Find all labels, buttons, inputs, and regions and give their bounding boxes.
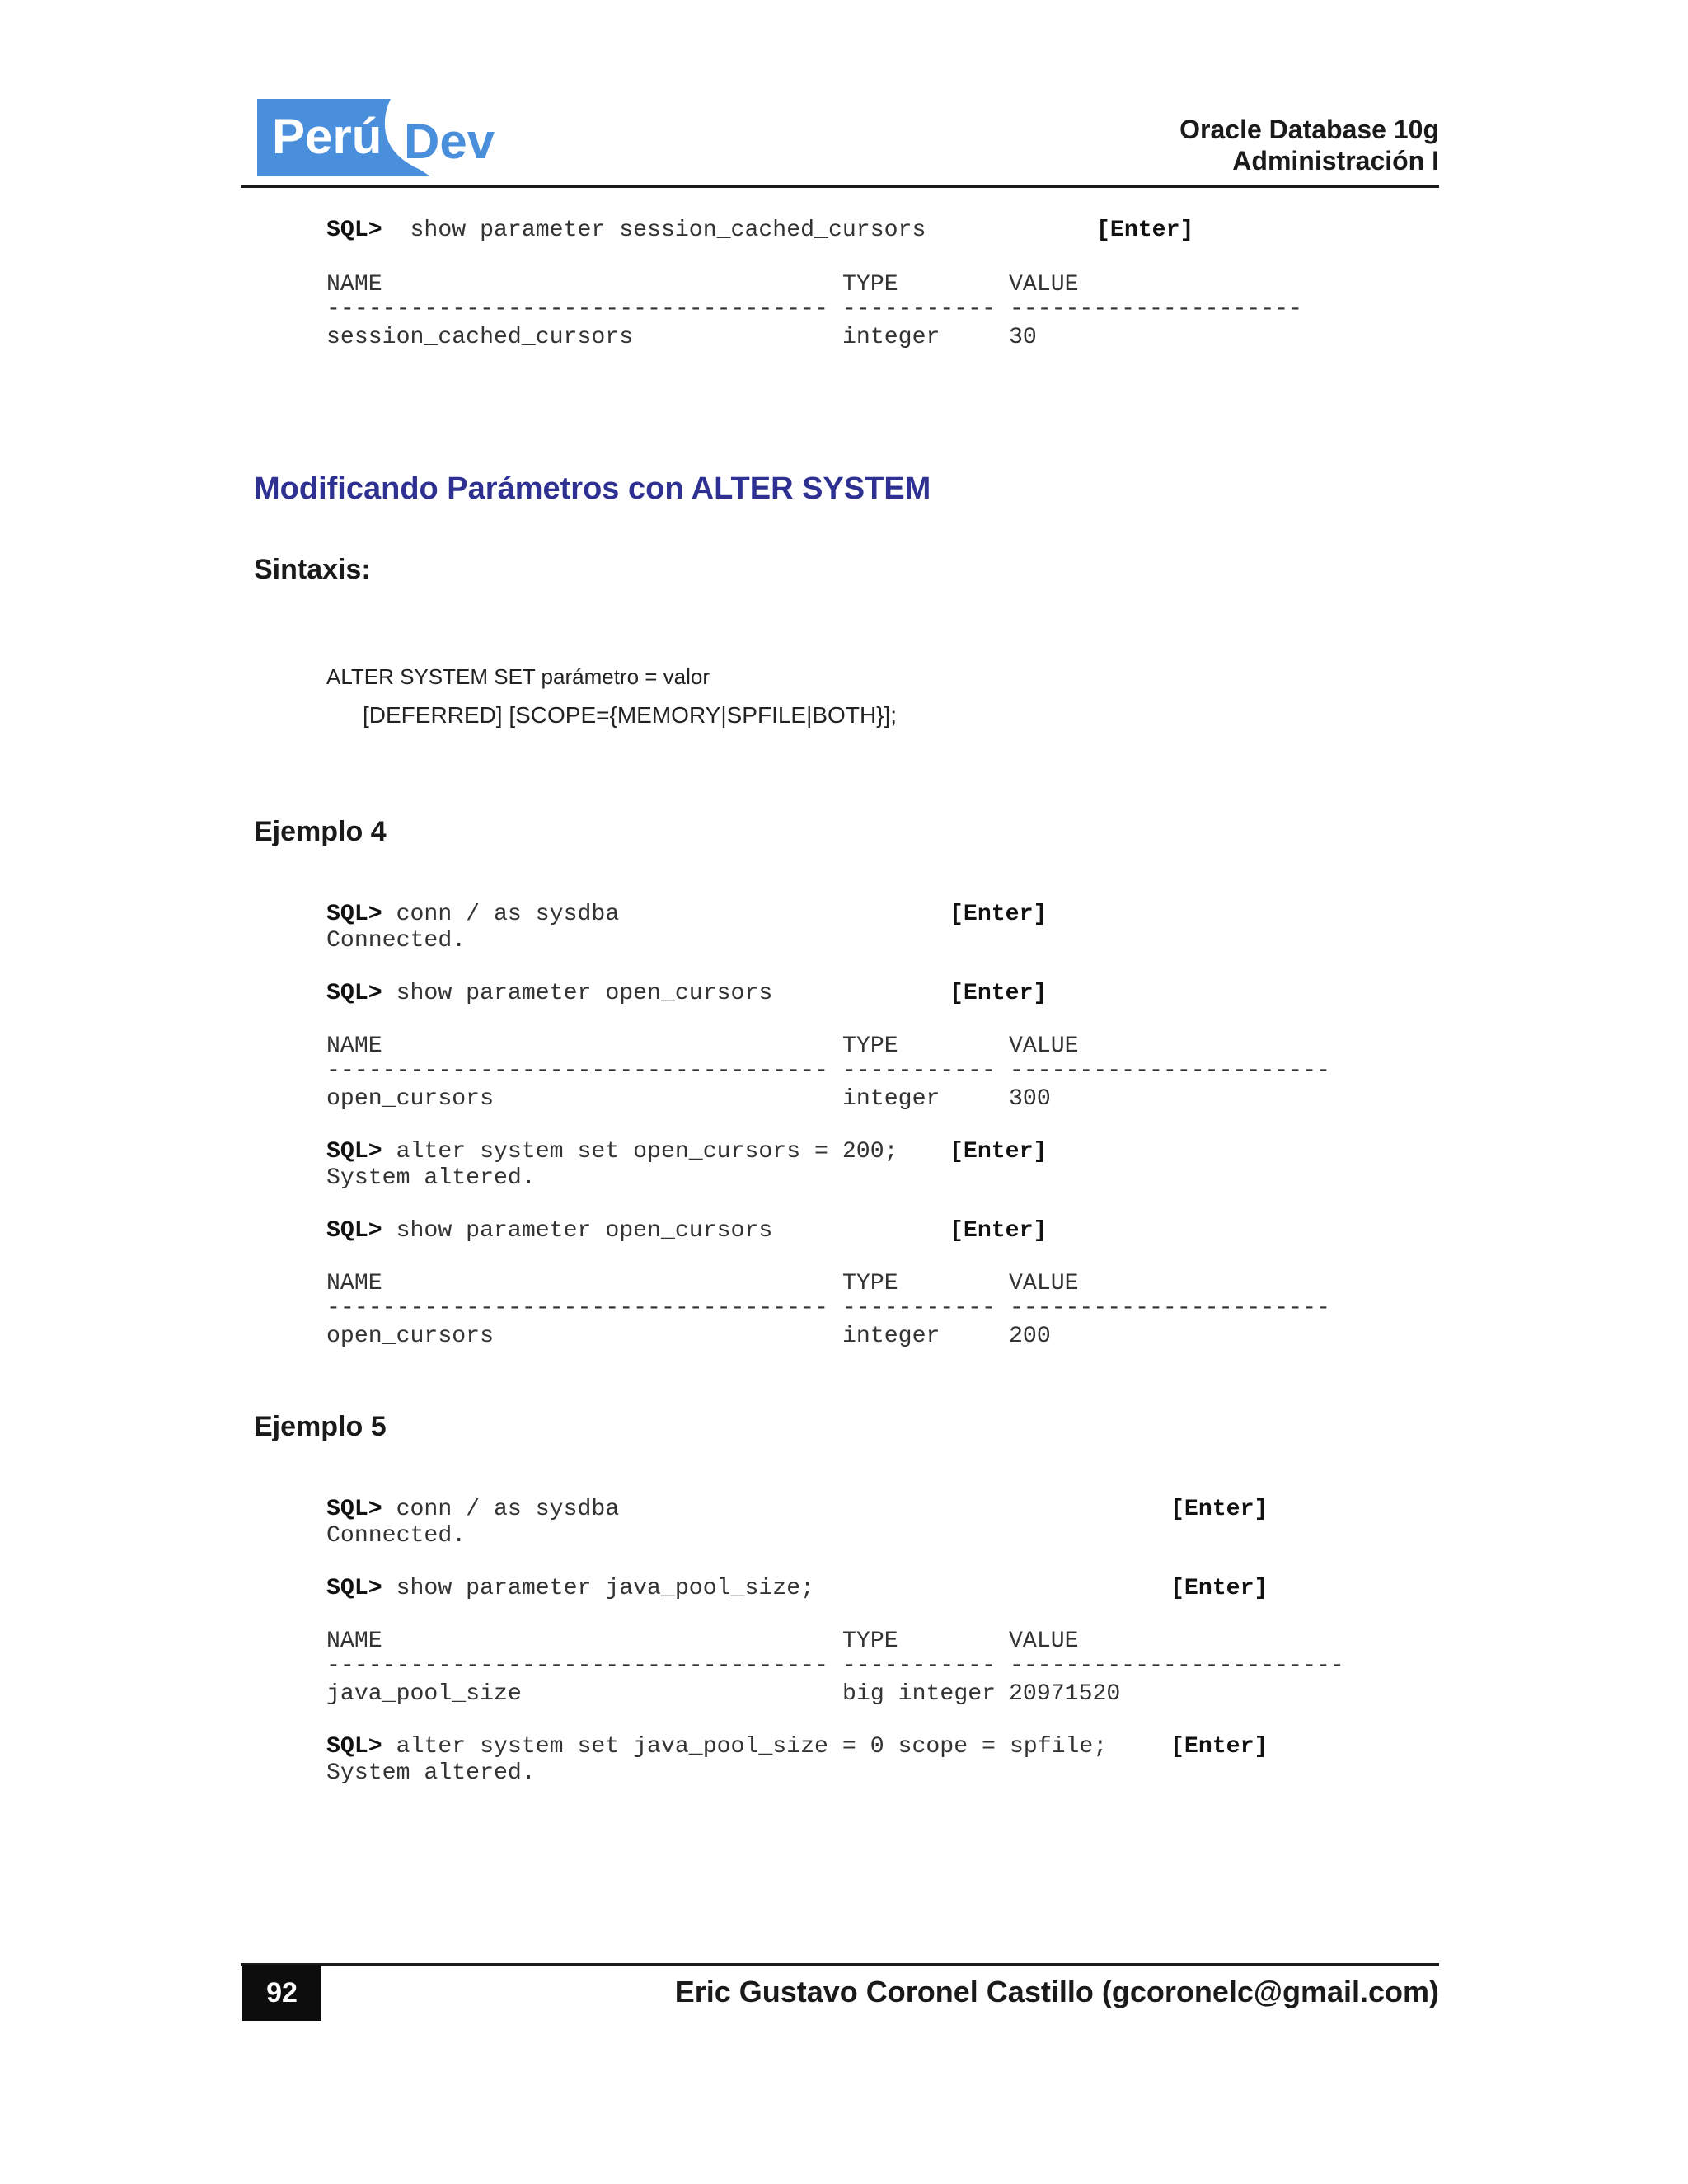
ej5-col-type: TYPE [842,1629,898,1654]
block1-col-name: NAME [326,272,382,298]
ej4-t1-row-name: open_cursors [326,1086,494,1112]
ej5-line-altered: System altered. [326,1760,536,1786]
section-title: Modificando Parámetros con ALTER SYSTEM [254,471,931,506]
ej5-col-name: NAME [326,1629,382,1654]
ej5-dashes: ------------------------------------ ----------- ------------------------ [326,1653,1344,1679]
ej4-enter-4: [Enter] [950,1218,1048,1244]
ej4-t1-row-type: integer [842,1086,940,1112]
syntax-line-1: ALTER SYSTEM SET parámetro = valor [326,664,710,689]
peru-dev-logo [257,99,516,176]
header-title-line2: Administración I [1232,146,1439,176]
ej4-line-alter: SQL> alter system set open_cursors = 200; [326,1139,898,1165]
ej4-t1-dashes: ------------------------------------ ----------- ----------------------- [326,1058,1330,1084]
ej5-row-value: 20971520 [1009,1681,1121,1707]
ej5-line-conn: SQL> conn / as sysdba [326,1497,620,1522]
ej4-enter-2: [Enter] [950,981,1048,1006]
ej4-t2-row-type: integer [842,1324,940,1349]
block1-enter: [Enter] [1096,218,1194,243]
ej4-t2-col-name: NAME [326,1271,382,1296]
block1-col-type: TYPE [842,272,898,298]
ej5-col-value: VALUE [1009,1629,1079,1654]
ej4-t1-col-name: NAME [326,1033,382,1059]
block1-command: SQL> show parameter session_cached_cursors [326,218,926,243]
ej4-line-connected: Connected. [326,928,467,954]
header-title-line1: Oracle Database 10g [1179,115,1439,144]
footer-divider [241,1963,1439,1966]
syntax-line-2: [DEFERRED] [SCOPE={MEMORY|SPFILE|BOTH}]; [363,702,898,728]
ej4-enter-1: [Enter] [950,902,1048,927]
ej5-enter-2: [Enter] [1170,1576,1268,1601]
block1-row-type: integer [842,325,940,350]
footer-author: Eric Gustavo Coronel Castillo (gcoronelc@gmail.com) [674,1975,1439,2008]
ej5-line-alter: SQL> alter system set java_pool_size = 0 scope = spfile; [326,1734,1108,1760]
ej4-t2-col-type: TYPE [842,1271,898,1296]
ej4-line-show-1: SQL> show parameter open_cursors [326,981,773,1006]
block1-row-name: session_cached_cursors [326,325,634,350]
ej4-line-altered: System altered. [326,1165,536,1191]
ej5-enter-3: [Enter] [1170,1734,1268,1760]
ej4-t1-col-value: VALUE [1009,1033,1079,1059]
ejemplo5-heading: Ejemplo 5 [254,1411,387,1442]
ej5-line-show: SQL> show parameter java_pool_size; [326,1576,815,1601]
logo-text-dev: Dev [404,114,495,169]
ej4-line-conn: SQL> conn / as sysdba [326,902,620,927]
block1-dashes: ------------------------------------ ----------- --------------------- [326,297,1303,322]
ej4-enter-3: [Enter] [950,1139,1048,1165]
ej4-t2-row-name: open_cursors [326,1324,494,1349]
block1-col-value: VALUE [1009,272,1079,298]
ej4-t1-row-value: 300 [1009,1086,1051,1112]
header-divider [241,185,1439,188]
syntax-heading: Sintaxis: [254,554,371,585]
ej5-row-name: java_pool_size [326,1681,522,1707]
ej4-t2-row-value: 200 [1009,1324,1051,1349]
ej5-line-connected: Connected. [326,1523,467,1549]
ej4-t2-dashes: ------------------------------------ ----------- ----------------------- [326,1296,1330,1321]
ej5-enter-1: [Enter] [1170,1497,1268,1522]
ej5-row-type: big integer [842,1681,996,1707]
block1-row-value: 30 [1009,325,1037,350]
ej4-t2-col-value: VALUE [1009,1271,1079,1296]
ej4-line-show-2: SQL> show parameter open_cursors [326,1218,773,1244]
ejemplo4-heading: Ejemplo 4 [254,816,387,847]
logo-text-peru: Perú [272,109,382,164]
document-header-title [1179,114,1439,176]
page-number: 92 [242,1965,321,2021]
ej4-t1-col-type: TYPE [842,1033,898,1059]
